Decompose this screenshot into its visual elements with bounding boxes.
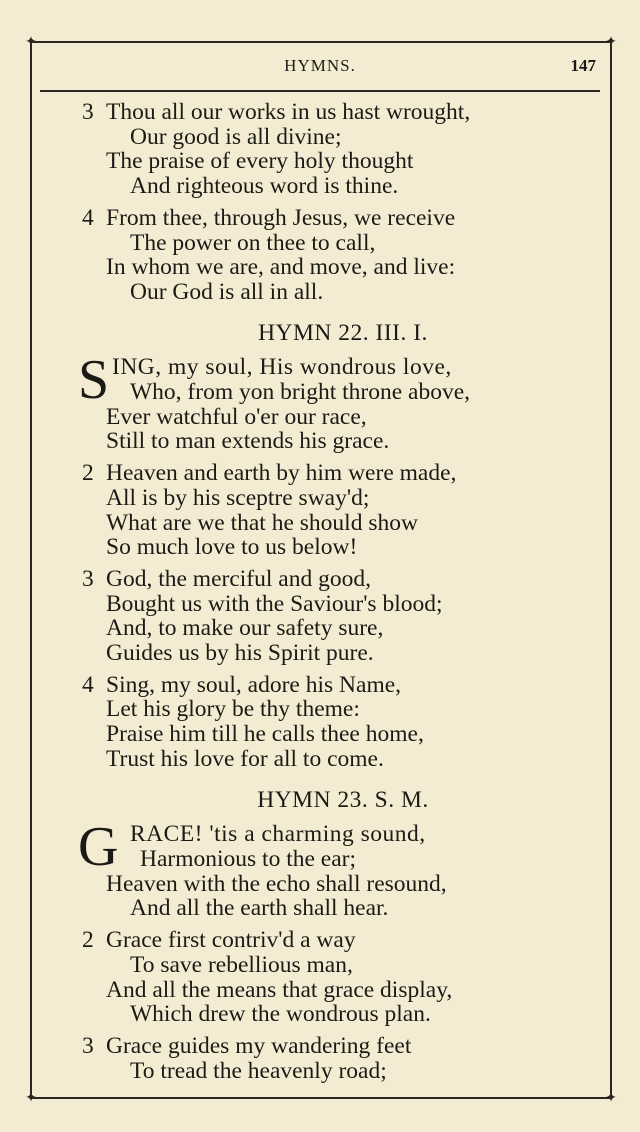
verse-line: Grace first contriv'd a way	[106, 927, 356, 954]
corner-ornament-icon: ✦	[605, 1090, 617, 1106]
verse-line: RACE! 'tis a charming sound,	[130, 821, 426, 848]
verse-line: Sing, my soul, adore his Name,	[106, 671, 402, 698]
verse-line: Our God is all in all.	[130, 278, 324, 305]
bottom-rule	[30, 1097, 612, 1099]
page-header	[40, 56, 600, 84]
verse-line: Thou all our works in us hast wrought,	[106, 99, 471, 125]
stanza-number: 4	[82, 204, 94, 231]
stanza	[78, 461, 578, 560]
verse-line: Let his glory be thy theme:	[106, 696, 360, 723]
verse-line: The power on thee to call,	[130, 229, 376, 256]
stanza-number: 2	[82, 460, 94, 487]
corner-ornament-icon: ✦	[25, 34, 37, 50]
verse-line: And all the earth shall hear.	[130, 895, 389, 922]
stanza-number: 3	[82, 1032, 94, 1059]
verse-line: Still to man extends his grace.	[106, 428, 390, 455]
stanza-number: 3	[82, 565, 94, 592]
running-head: HYMNS.	[284, 56, 356, 75]
verse-line: Grace guides my wandering feet	[106, 1032, 412, 1059]
verse-line: Our good is all divine;	[130, 123, 342, 150]
verse-line: Ever watchful o'er our race,	[106, 403, 367, 430]
stanza	[78, 673, 578, 772]
page-number: 147	[570, 56, 596, 75]
stanza	[78, 928, 578, 1027]
stanza	[78, 349, 578, 455]
stanza-number: 2	[82, 927, 94, 954]
verse-line: And all the means that grace display,	[106, 976, 453, 1003]
stanza-number: 4	[82, 671, 94, 698]
verse-line: To tread the heavenly road;	[130, 1057, 387, 1084]
stanza	[78, 567, 578, 666]
verse-line: In whom we are, and move, and live:	[106, 254, 456, 281]
verse-line: Guides us by his Spirit pure.	[106, 640, 374, 667]
verse-line: God, the merciful and good,	[106, 565, 371, 592]
drop-cap: S	[78, 349, 110, 412]
stanza	[78, 100, 578, 199]
verse-line: Who, from yon bright throne above,	[130, 379, 471, 406]
verse-line: And, to make our safety sure,	[106, 615, 384, 642]
verse-line: What are we that he should show	[106, 509, 418, 536]
verse-line: Trust his love for all to come.	[106, 745, 384, 772]
verse-line: Heaven with the echo shall resound,	[106, 870, 447, 897]
stanza-number: 3	[82, 99, 94, 125]
verse-line: Bought us with the Saviour's blood;	[106, 590, 443, 617]
header-rule	[40, 90, 600, 92]
verse-line: Praise him till he calls thee home,	[106, 721, 424, 748]
verse-line: So much love to us below!	[106, 534, 358, 561]
stanza	[78, 206, 578, 305]
verse-line: All is by his sceptre sway'd;	[106, 484, 370, 511]
verse-line: To save rebellious man,	[130, 951, 353, 978]
right-rule	[610, 41, 612, 1099]
hymn-title: HYMN 23. S. M.	[257, 786, 429, 813]
left-rule	[30, 41, 32, 1099]
verse-line: And righteous word is thine.	[130, 173, 399, 200]
verse-line: From thee, through Jesus, we receive	[106, 204, 456, 231]
top-rule	[30, 41, 612, 43]
verse-line: Heaven and earth by him were made,	[106, 460, 457, 487]
verse-line: ING, my soul, His wondrous love,	[112, 354, 452, 381]
page-content	[78, 100, 578, 1090]
corner-ornament-icon: ✦	[605, 34, 617, 50]
verse-line: Which drew the wondrous plan.	[130, 1001, 431, 1028]
corner-ornament-icon: ✦	[25, 1090, 37, 1106]
stanza	[78, 1034, 578, 1083]
stanza	[78, 816, 578, 922]
verse-line: The praise of every holy thought	[106, 148, 414, 175]
verse-line: Harmonious to the ear;	[140, 845, 357, 872]
drop-cap: G	[78, 816, 119, 879]
hymn-title: HYMN 22. III. I.	[258, 319, 428, 346]
